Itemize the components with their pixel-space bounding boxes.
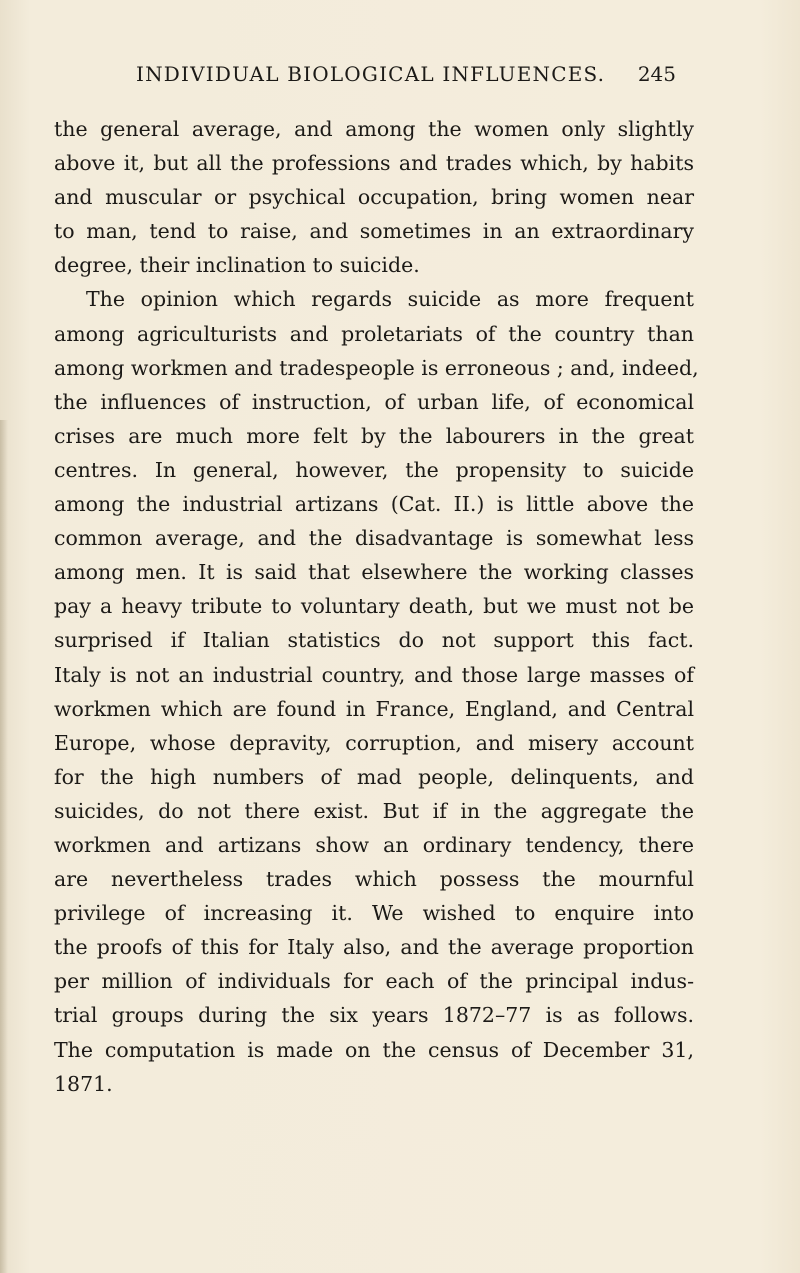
text-line: above it, but all the professions and trades which, by habits bbox=[54, 151, 694, 176]
text-line: suicides, do not there exist. But if in the aggregate the bbox=[54, 798, 694, 823]
text-line: among workmen and tradespeople is erroneous ; and, indeed, bbox=[54, 355, 699, 380]
text-line: The opinion which regards suicide as more frequent bbox=[86, 287, 694, 312]
text-line: crises are much more felt by the labourers in the great bbox=[54, 423, 694, 448]
page-number: 245 bbox=[637, 62, 676, 86]
text-line: workmen and artizans show an ordinary tendency, there bbox=[54, 832, 694, 857]
text-line: are nevertheless trades which possess the mournful bbox=[54, 867, 694, 892]
running-header bbox=[136, 62, 676, 92]
text-line: among men. It is said that elsewhere the working classes bbox=[54, 560, 694, 585]
text-line: Europe, whose depravity, corruption, and misery account bbox=[54, 730, 694, 755]
text-line: among the industrial artizans (Cat. II.) is little above the bbox=[54, 492, 694, 517]
text-line: the general average, and among the women only slightly bbox=[54, 117, 694, 141]
text-line: pay a heavy tribute to voluntary death, but we must not be bbox=[54, 594, 694, 619]
text-line: to man, tend to raise, and sometimes in an extraordinary bbox=[54, 219, 694, 244]
text-line: surprised if Italian statistics do not support this fact. bbox=[54, 628, 694, 653]
text-line: trial groups during the six years 1872–77 is as follows. bbox=[54, 1003, 694, 1028]
binding-gutter-shadow bbox=[0, 420, 8, 1273]
text-line: privilege of increasing it. We wished to enquire into bbox=[54, 901, 694, 926]
body-text bbox=[54, 112, 699, 1101]
text-line: centres. In general, however, the propensity to suicide bbox=[54, 457, 694, 482]
text-line: the influences of instruction, of urban life, of economical bbox=[54, 389, 694, 414]
text-line: degree, their inclination to suicide. bbox=[54, 253, 420, 278]
text-line: among agriculturists and proletariats of the country than bbox=[54, 321, 694, 346]
text-line: common average, and the disadvantage is somewhat less bbox=[54, 526, 694, 551]
text-line: the proofs of this for Italy also, and the average proportion bbox=[54, 935, 694, 960]
text-line: Italy is not an industrial country, and those large masses of bbox=[54, 662, 694, 687]
text-line: workmen which are found in France, England, and Central bbox=[54, 696, 694, 721]
text-line: and muscular or psychical occupation, bring women near bbox=[54, 185, 694, 210]
text-line: 1871. bbox=[54, 1071, 113, 1096]
running-title: INDIVIDUAL BIOLOGICAL INFLUENCES. bbox=[136, 62, 606, 86]
text-line: per million of individuals for each of the principal indus- bbox=[54, 969, 694, 994]
text-line: for the high numbers of mad people, delinquents, and bbox=[54, 764, 694, 789]
text-line: The computation is made on the census of December 31, bbox=[54, 1037, 694, 1062]
